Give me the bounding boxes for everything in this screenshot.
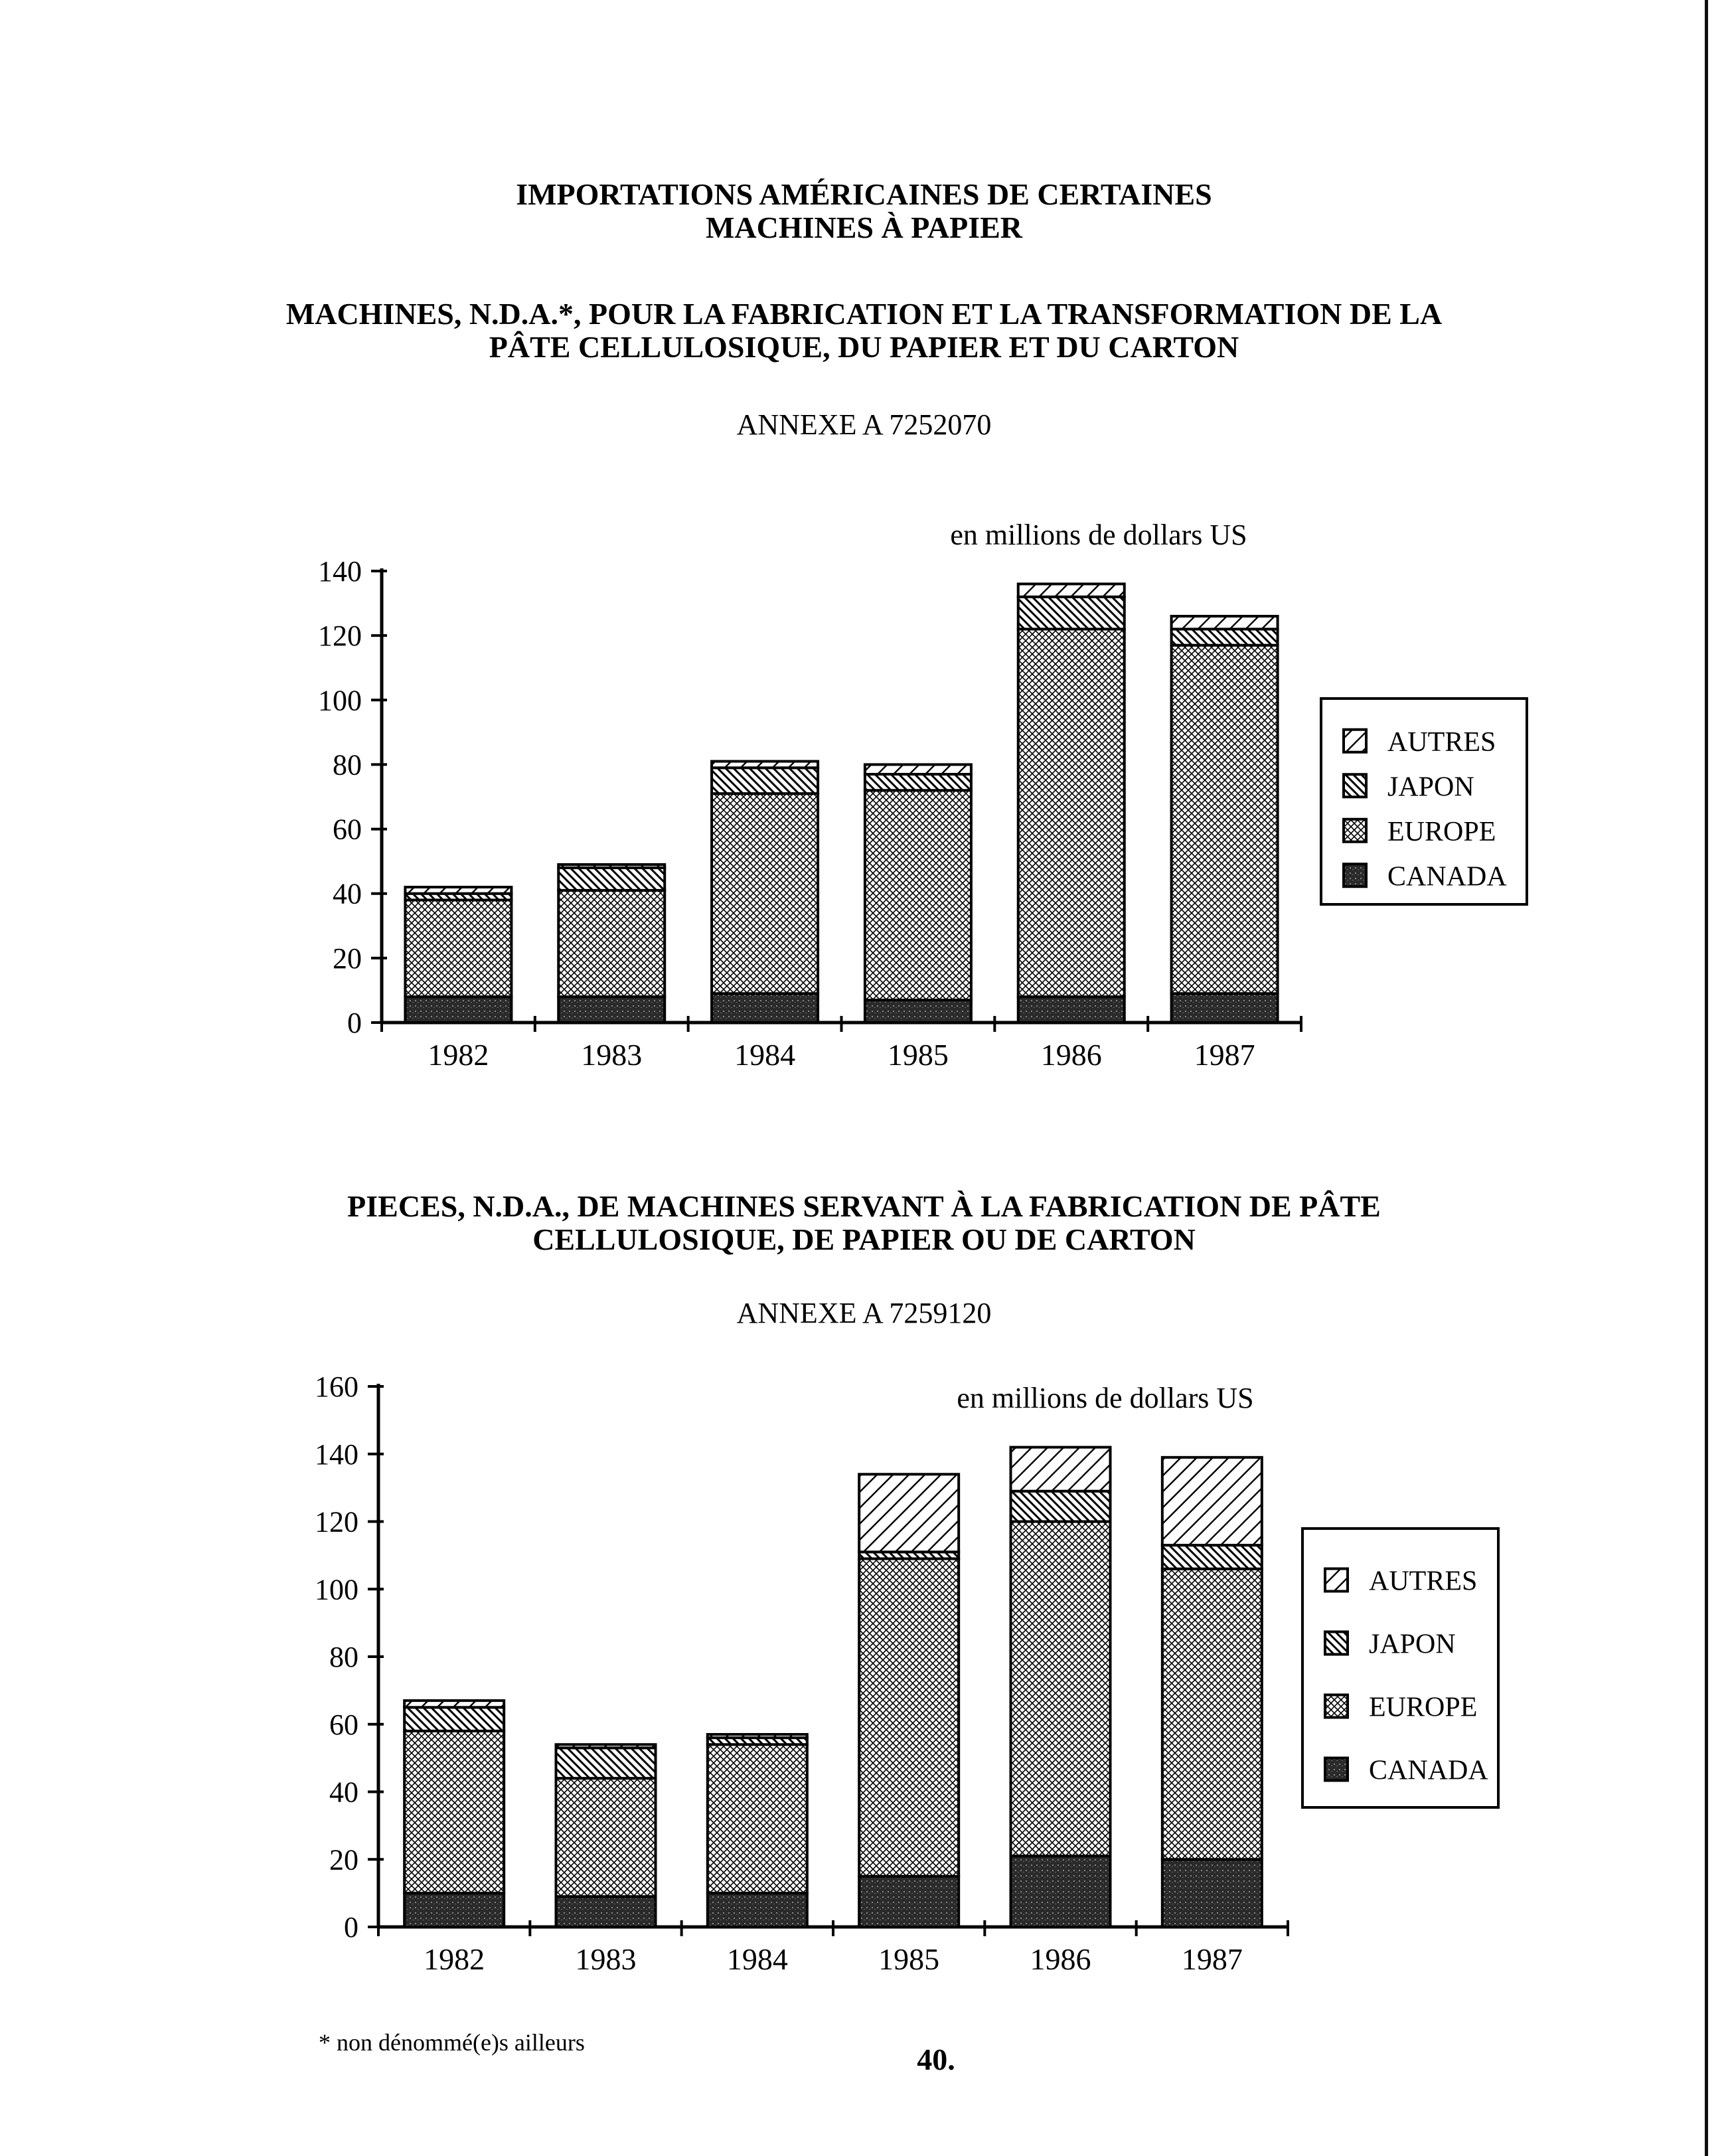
x-tick-label: 1985 xyxy=(887,1038,949,1072)
bar-autres-1983 xyxy=(556,1744,656,1748)
bar-autres-1983 xyxy=(558,865,665,868)
y-tick-label: 60 xyxy=(333,813,362,846)
y-tick-label: 20 xyxy=(329,1843,358,1876)
bar-europe-1984 xyxy=(708,1744,807,1893)
section1-annexe: ANNEXE A 7252070 xyxy=(736,408,992,441)
bar-europe-1987 xyxy=(1162,1569,1262,1860)
unit-label: en millions de dollars US xyxy=(950,519,1247,551)
bar-europe-1983 xyxy=(558,890,665,997)
bar-autres-1982 xyxy=(405,887,511,894)
legend-label-europe: EUROPE xyxy=(1387,816,1496,847)
page-number: 40. xyxy=(917,2042,955,2076)
bar-europe-1982 xyxy=(405,900,511,997)
unit-label: en millions de dollars US xyxy=(957,1382,1254,1414)
y-tick-label: 20 xyxy=(333,942,362,975)
bar-autres-1984 xyxy=(708,1734,807,1738)
bar-japon-1987 xyxy=(1172,629,1278,645)
y-tick-label: 120 xyxy=(315,1505,358,1538)
bar-japon-1982 xyxy=(404,1707,504,1731)
chart-pieces xyxy=(0,1348,1728,1999)
bar-europe-1986 xyxy=(1018,629,1125,997)
legend-swatch-canada xyxy=(1325,1758,1348,1781)
legend-swatch-japon xyxy=(1325,1632,1348,1655)
bar-canada-1987 xyxy=(1172,993,1278,1023)
y-tick-label: 160 xyxy=(315,1370,358,1403)
legend-swatch-canada xyxy=(1344,864,1366,886)
footnote: * non dénommé(e)s ailleurs xyxy=(319,2029,585,2056)
x-tick-label: 1982 xyxy=(424,1942,485,1976)
bar-canada-1982 xyxy=(405,997,511,1023)
bar-europe-1985 xyxy=(859,1558,959,1876)
legend-label-canada: CANADA xyxy=(1387,861,1507,892)
bar-autres-1986 xyxy=(1011,1448,1111,1491)
bar-canada-1986 xyxy=(1018,997,1125,1023)
legend-swatch-europe xyxy=(1325,1695,1348,1718)
bar-europe-1986 xyxy=(1011,1522,1111,1857)
x-tick-label: 1982 xyxy=(428,1038,489,1072)
bar-autres-1985 xyxy=(859,1474,959,1552)
bar-canada-1983 xyxy=(558,997,665,1023)
legend-swatch-europe xyxy=(1344,819,1366,842)
x-tick-label: 1983 xyxy=(575,1942,637,1976)
bar-japon-1986 xyxy=(1018,597,1125,629)
x-tick-label: 1986 xyxy=(1030,1942,1091,1976)
x-tick-label: 1986 xyxy=(1040,1038,1102,1072)
section2-annexe: ANNEXE A 7259120 xyxy=(736,1297,992,1329)
bar-canada-1984 xyxy=(708,1893,807,1927)
section2-title-line-1: PIECES, N.D.A., DE MACHINES SERVANT À LA FABRICATION DE PÂTE xyxy=(347,1189,1381,1223)
x-tick-label: 1987 xyxy=(1194,1038,1255,1072)
y-tick-label: 60 xyxy=(329,1708,358,1741)
y-tick-label: 140 xyxy=(315,1438,358,1471)
bar-japon-1983 xyxy=(556,1748,656,1778)
y-tick-label: 80 xyxy=(333,748,362,782)
bar-autres-1987 xyxy=(1162,1457,1262,1545)
page-edge xyxy=(1705,0,1708,2156)
legend-swatch-autres xyxy=(1344,730,1366,752)
x-tick-label: 1984 xyxy=(726,1942,788,1976)
bar-japon-1983 xyxy=(558,868,665,890)
bar-japon-1985 xyxy=(865,774,971,790)
x-tick-label: 1984 xyxy=(734,1038,796,1072)
y-tick-label: 0 xyxy=(344,1911,358,1944)
y-tick-label: 80 xyxy=(329,1641,358,1673)
bar-canada-1982 xyxy=(404,1893,504,1927)
legend-label-autres: AUTRES xyxy=(1387,726,1496,758)
legend-label-japon: JAPON xyxy=(1387,772,1474,803)
y-tick-label: 40 xyxy=(329,1776,358,1809)
main-title-line-1: IMPORTATIONS AMÉRICAINES DE CERTAINES xyxy=(516,177,1212,211)
legend-swatch-japon xyxy=(1344,774,1366,797)
x-tick-label: 1985 xyxy=(878,1942,940,1976)
bar-canada-1987 xyxy=(1162,1859,1262,1927)
bar-europe-1983 xyxy=(556,1778,656,1896)
y-tick-label: 140 xyxy=(318,555,362,588)
bar-canada-1985 xyxy=(865,1000,971,1023)
bar-europe-1982 xyxy=(404,1731,504,1893)
legend-label-autres: AUTRES xyxy=(1369,1566,1478,1597)
y-tick-label: 100 xyxy=(318,684,362,717)
section2-title-line-2: CELLULOSIQUE, DE PAPIER OU DE CARTON xyxy=(532,1222,1196,1256)
bar-autres-1985 xyxy=(865,764,971,774)
bar-autres-1984 xyxy=(712,762,818,768)
legend-swatch-autres xyxy=(1325,1569,1348,1592)
bar-canada-1984 xyxy=(712,993,818,1023)
chart-machines xyxy=(0,505,1728,1102)
y-tick-label: 0 xyxy=(347,1007,362,1039)
bar-japon-1986 xyxy=(1011,1491,1111,1522)
legend-label-japon: JAPON xyxy=(1369,1629,1456,1660)
section1-title-line-2: PÂTE CELLULOSIQUE, DU PAPIER ET DU CARTON xyxy=(489,330,1239,364)
bar-canada-1986 xyxy=(1011,1856,1111,1927)
bar-autres-1987 xyxy=(1172,616,1278,629)
section1-title-line-1: MACHINES, N.D.A.*, POUR LA FABRICATION ET LA TRANSFORMATION DE LA xyxy=(285,297,1443,331)
y-tick-label: 40 xyxy=(333,877,362,910)
legend-label-europe: EUROPE xyxy=(1369,1692,1478,1723)
x-tick-label: 1983 xyxy=(581,1038,643,1072)
legend-label-canada: CANADA xyxy=(1369,1755,1488,1786)
x-tick-label: 1987 xyxy=(1181,1942,1243,1976)
bar-europe-1985 xyxy=(865,790,971,1000)
bar-autres-1986 xyxy=(1018,584,1125,596)
bar-europe-1987 xyxy=(1172,645,1278,994)
y-tick-label: 100 xyxy=(315,1573,358,1606)
bar-canada-1985 xyxy=(859,1876,959,1927)
bar-japon-1987 xyxy=(1162,1545,1262,1569)
bar-autres-1982 xyxy=(404,1700,504,1707)
bar-japon-1984 xyxy=(712,768,818,793)
bar-europe-1984 xyxy=(712,793,818,993)
y-tick-label: 120 xyxy=(318,620,362,653)
bar-canada-1983 xyxy=(556,1896,656,1927)
main-title-line-2: MACHINES À PAPIER xyxy=(705,210,1023,244)
